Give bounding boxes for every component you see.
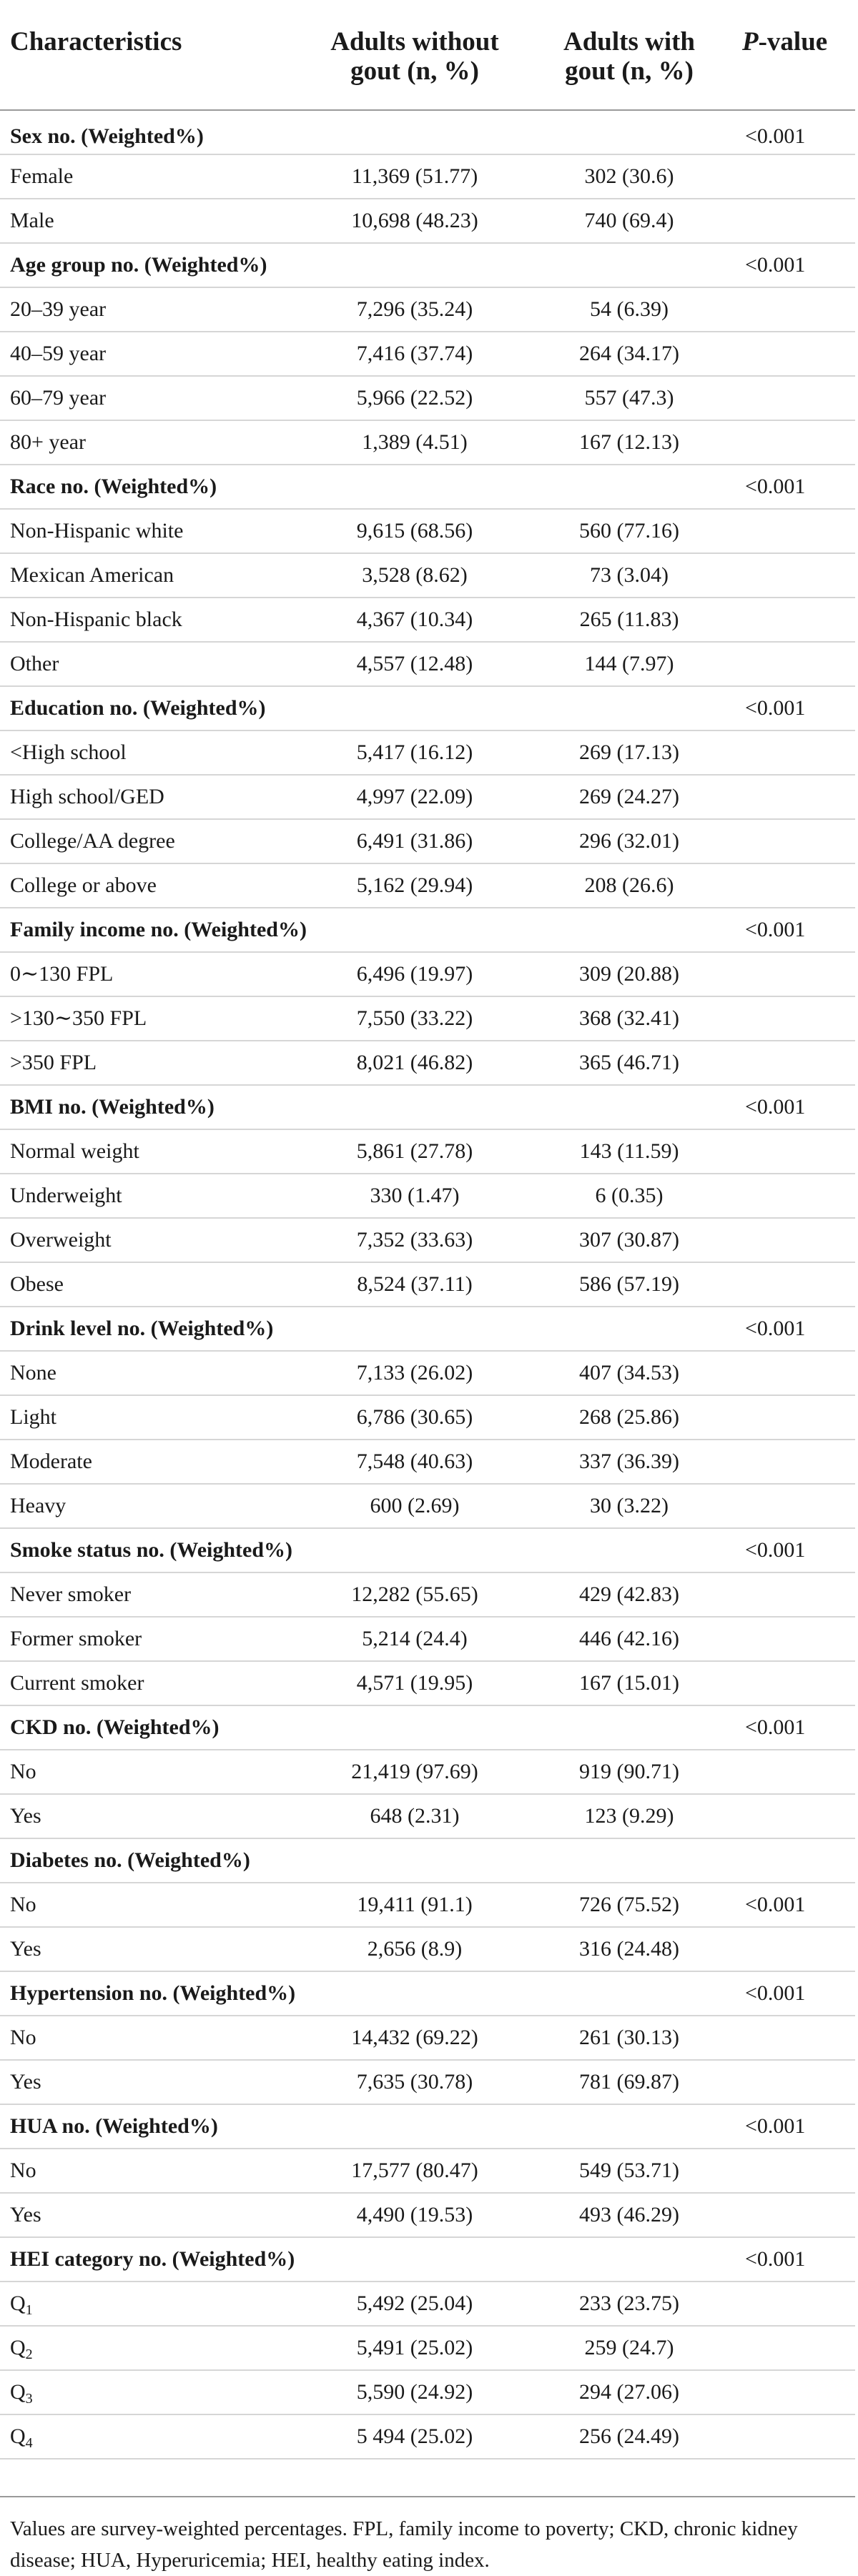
group-empty-cell [307, 686, 522, 730]
p-value: <0.001 [736, 686, 855, 730]
row-label: Male [0, 199, 307, 243]
row-label: No [0, 1750, 307, 1794]
row-label: Moderate [0, 1440, 307, 1484]
value-with-gout: 307 (30.87) [522, 1218, 736, 1262]
p-value: <0.001 [736, 1307, 855, 1351]
value-without-gout: 5,590 (24.92) [307, 2370, 522, 2414]
p-value [736, 1794, 855, 1838]
p-value [736, 2060, 855, 2104]
value-with-gout: 365 (46.71) [522, 1041, 736, 1085]
value-without-gout: 5,491 (25.02) [307, 2326, 522, 2370]
table-row [0, 2016, 855, 2060]
value-without-gout: 7,548 (40.63) [307, 1440, 522, 1484]
value-without-gout: 17,577 (80.47) [307, 2149, 522, 2193]
p-value [736, 199, 855, 243]
value-with-gout: 549 (53.71) [522, 2149, 736, 2193]
header-characteristics: Characteristics [0, 0, 307, 110]
group-empty-cell [307, 1838, 522, 1883]
subscript: 4 [25, 2435, 33, 2451]
group-empty-cell [522, 1528, 736, 1572]
group-empty-cell [307, 908, 522, 952]
value-with-gout: 740 (69.4) [522, 199, 736, 243]
p-value [736, 642, 855, 686]
group-label: Family income no. (Weighted%) [0, 908, 307, 952]
table-row [0, 154, 855, 199]
header-row [0, 0, 855, 110]
table-row [0, 1617, 855, 1661]
table-row [0, 553, 855, 598]
group-label: Drink level no. (Weighted%) [0, 1307, 307, 1351]
p-value: <0.001 [736, 1528, 855, 1572]
p-value: <0.001 [736, 908, 855, 952]
value-without-gout: 4,997 (22.09) [307, 775, 522, 819]
value-with-gout: 123 (9.29) [522, 1794, 736, 1838]
row-label: Obese [0, 1262, 307, 1307]
value-without-gout: 6,491 (31.86) [307, 819, 522, 863]
value-without-gout: 5,966 (22.52) [307, 376, 522, 420]
value-with-gout: 309 (20.88) [522, 952, 736, 996]
value-without-gout: 5,417 (16.12) [307, 730, 522, 775]
value-without-gout: 19,411 (91.1) [307, 1883, 522, 1927]
value-with-gout: 919 (90.71) [522, 1750, 736, 1794]
group-empty-cell [522, 2104, 736, 2149]
p-value [736, 2149, 855, 2193]
group-header-row [0, 243, 855, 287]
value-without-gout: 4,367 (10.34) [307, 598, 522, 642]
group-empty-cell [307, 1971, 522, 2016]
value-without-gout: 10,698 (48.23) [307, 199, 522, 243]
p-value [736, 2326, 855, 2370]
row-label: 60–79 year [0, 376, 307, 420]
p-value: <0.001 [736, 1883, 855, 1927]
p-value [736, 287, 855, 332]
p-value [736, 154, 855, 199]
value-with-gout: 268 (25.86) [522, 1395, 736, 1440]
p-value [736, 952, 855, 996]
row-label: Current smoker [0, 1661, 307, 1705]
value-with-gout: 30 (3.22) [522, 1484, 736, 1528]
table-row [0, 1174, 855, 1218]
table-row [0, 1129, 855, 1174]
row-label: Female [0, 154, 307, 199]
row-label: Non-Hispanic black [0, 598, 307, 642]
group-header-row [0, 1528, 855, 1572]
p-value [736, 332, 855, 376]
group-empty-cell [307, 1705, 522, 1750]
table-row [0, 1661, 855, 1705]
row-label: No [0, 2149, 307, 2193]
value-with-gout: 167 (15.01) [522, 1661, 736, 1705]
row-label: >130∼350 FPL [0, 996, 307, 1041]
p-value [736, 1484, 855, 1528]
table-footnote: Values are survey-weighted percentages. FPL, family income to poverty; CKD, chronic kidney disease; HUA, Hyperuricemia; HEI, healthy eating index. [0, 2496, 855, 2576]
value-with-gout: 54 (6.39) [522, 287, 736, 332]
value-without-gout: 8,524 (37.11) [307, 1262, 522, 1307]
p-value [736, 598, 855, 642]
subscript: 3 [25, 2391, 33, 2407]
value-without-gout: 7,416 (37.74) [307, 332, 522, 376]
row-label: Never smoker [0, 1572, 307, 1617]
p-value [736, 553, 855, 598]
value-without-gout: 5 494 (25.02) [307, 2414, 522, 2459]
value-without-gout: 7,352 (33.63) [307, 1218, 522, 1262]
group-empty-cell [522, 243, 736, 287]
value-with-gout: 493 (46.29) [522, 2193, 736, 2237]
p-value [736, 1750, 855, 1794]
p-value [736, 1174, 855, 1218]
row-label: Underweight [0, 1174, 307, 1218]
group-empty-cell [307, 1085, 522, 1129]
group-label: Age group no. (Weighted%) [0, 243, 307, 287]
table-row [0, 1351, 855, 1395]
row-label: 20–39 year [0, 287, 307, 332]
row-label: Yes [0, 1794, 307, 1838]
row-label: Former smoker [0, 1617, 307, 1661]
value-with-gout: 368 (32.41) [522, 996, 736, 1041]
table-row [0, 2060, 855, 2104]
p-value [736, 730, 855, 775]
row-label: 80+ year [0, 420, 307, 465]
value-with-gout: 143 (11.59) [522, 1129, 736, 1174]
value-with-gout: 726 (75.52) [522, 1883, 736, 1927]
table-row [0, 1750, 855, 1794]
value-with-gout: 73 (3.04) [522, 553, 736, 598]
row-label: Other [0, 642, 307, 686]
p-value [736, 1041, 855, 1085]
value-without-gout: 6,786 (30.65) [307, 1395, 522, 1440]
table-row [0, 2370, 855, 2414]
value-without-gout: 3,528 (8.62) [307, 553, 522, 598]
value-without-gout: 6,496 (19.97) [307, 952, 522, 996]
group-empty-cell [307, 243, 522, 287]
value-with-gout: 144 (7.97) [522, 642, 736, 686]
p-value: <0.001 [736, 1971, 855, 2016]
row-label: Yes [0, 1927, 307, 1971]
p-value [736, 2414, 855, 2459]
p-value [736, 1262, 855, 1307]
p-value: <0.001 [736, 1705, 855, 1750]
group-label: Diabetes no. (Weighted%) [0, 1838, 307, 1883]
p-value [736, 1838, 855, 1883]
value-without-gout: 330 (1.47) [307, 1174, 522, 1218]
value-without-gout: 7,550 (33.22) [307, 996, 522, 1041]
group-empty-cell [307, 2237, 522, 2282]
value-with-gout: 294 (27.06) [522, 2370, 736, 2414]
value-without-gout: 21,419 (97.69) [307, 1750, 522, 1794]
subscript: 2 [25, 2347, 33, 2362]
table-row [0, 376, 855, 420]
value-without-gout: 11,369 (51.77) [307, 154, 522, 199]
value-with-gout: 586 (57.19) [522, 1262, 736, 1307]
group-header-row [0, 908, 855, 952]
group-label: Smoke status no. (Weighted%) [0, 1528, 307, 1572]
row-label: College/AA degree [0, 819, 307, 863]
value-with-gout: 337 (36.39) [522, 1440, 736, 1484]
group-header-row [0, 1307, 855, 1351]
value-without-gout: 4,571 (19.95) [307, 1661, 522, 1705]
group-header-row [0, 2237, 855, 2282]
group-empty-cell [522, 1838, 736, 1883]
value-without-gout: 8,021 (46.82) [307, 1041, 522, 1085]
p-value [736, 1572, 855, 1617]
value-with-gout: 446 (42.16) [522, 1617, 736, 1661]
p-value [736, 1440, 855, 1484]
group-header-row [0, 1838, 855, 1883]
table-row [0, 332, 855, 376]
table-row [0, 1572, 855, 1617]
p-value [736, 863, 855, 908]
value-with-gout: 302 (30.6) [522, 154, 736, 199]
group-label: Sex no. (Weighted%) [0, 110, 307, 154]
table-row [0, 819, 855, 863]
value-with-gout: 167 (12.13) [522, 420, 736, 465]
table-row [0, 1440, 855, 1484]
table-row [0, 996, 855, 1041]
value-without-gout: 2,656 (8.9) [307, 1927, 522, 1971]
p-value [736, 1927, 855, 1971]
group-header-row [0, 1085, 855, 1129]
value-without-gout: 5,861 (27.78) [307, 1129, 522, 1174]
row-label: 40–59 year [0, 332, 307, 376]
group-empty-cell [307, 1528, 522, 1572]
p-value [736, 376, 855, 420]
group-empty-cell [307, 110, 522, 154]
group-empty-cell [307, 465, 522, 509]
value-without-gout: 4,490 (19.53) [307, 2193, 522, 2237]
p-value [736, 1218, 855, 1262]
group-header-row [0, 2104, 855, 2149]
value-without-gout: 5,492 (25.04) [307, 2282, 522, 2326]
value-with-gout: 6 (0.35) [522, 1174, 736, 1218]
value-without-gout: 4,557 (12.48) [307, 642, 522, 686]
value-with-gout: 265 (11.83) [522, 598, 736, 642]
row-label: Normal weight [0, 1129, 307, 1174]
value-with-gout: 560 (77.16) [522, 509, 736, 553]
group-header-row [0, 465, 855, 509]
row-label: No [0, 1883, 307, 1927]
value-without-gout: 14,432 (69.22) [307, 2016, 522, 2060]
group-header-row [0, 686, 855, 730]
p-value [736, 996, 855, 1041]
group-empty-cell [522, 1085, 736, 1129]
header-p-value: P-value [736, 0, 855, 110]
value-with-gout: 407 (34.53) [522, 1351, 736, 1395]
table-row [0, 598, 855, 642]
value-with-gout: 269 (17.13) [522, 730, 736, 775]
row-label: Mexican American [0, 553, 307, 598]
value-without-gout: 648 (2.31) [307, 1794, 522, 1838]
row-label: Yes [0, 2193, 307, 2237]
table-row [0, 775, 855, 819]
group-header-row [0, 1971, 855, 2016]
value-without-gout: 1,389 (4.51) [307, 420, 522, 465]
row-label: <High school [0, 730, 307, 775]
row-label: >350 FPL [0, 1041, 307, 1085]
table-row [0, 642, 855, 686]
group-empty-cell [522, 686, 736, 730]
header-with-gout: Adults with gout (n, %) [522, 0, 736, 110]
value-without-gout: 5,214 (24.4) [307, 1617, 522, 1661]
group-label: HEI category no. (Weighted%) [0, 2237, 307, 2282]
table-row [0, 2326, 855, 2370]
row-label: $Q_4$ [0, 2414, 307, 2459]
value-with-gout: 429 (42.83) [522, 1572, 736, 1617]
group-label: Education no. (Weighted%) [0, 686, 307, 730]
p-value [736, 819, 855, 863]
p-value: <0.001 [736, 243, 855, 287]
value-without-gout: 12,282 (55.65) [307, 1572, 522, 1617]
table-row [0, 1395, 855, 1440]
group-label: HUA no. (Weighted%) [0, 2104, 307, 2149]
header-without-gout: Adults without gout (n, %) [307, 0, 522, 110]
table-row [0, 863, 855, 908]
group-label: Hypertension no. (Weighted%) [0, 1971, 307, 2016]
row-label: College or above [0, 863, 307, 908]
value-with-gout: 208 (26.6) [522, 863, 736, 908]
table-row [0, 1262, 855, 1307]
group-label: Race no. (Weighted%) [0, 465, 307, 509]
table-row [0, 1927, 855, 1971]
p-value: <0.001 [736, 1085, 855, 1129]
p-value [736, 775, 855, 819]
table-row [0, 509, 855, 553]
value-without-gout: 7,635 (30.78) [307, 2060, 522, 2104]
value-with-gout: 256 (24.49) [522, 2414, 736, 2459]
table-row [0, 730, 855, 775]
group-label: BMI no. (Weighted%) [0, 1085, 307, 1129]
p-value [736, 1395, 855, 1440]
row-label: No [0, 2016, 307, 2060]
group-empty-cell [522, 1971, 736, 2016]
row-label: Light [0, 1395, 307, 1440]
value-with-gout: 316 (24.48) [522, 1927, 736, 1971]
group-header-row [0, 110, 855, 154]
table-row [0, 2414, 855, 2459]
row-label: Non-Hispanic white [0, 509, 307, 553]
group-empty-cell [522, 1705, 736, 1750]
value-without-gout: 9,615 (68.56) [307, 509, 522, 553]
group-empty-cell [307, 2104, 522, 2149]
p-value [736, 1617, 855, 1661]
table-row [0, 2193, 855, 2237]
table-row [0, 420, 855, 465]
value-with-gout: 296 (32.01) [522, 819, 736, 863]
table-body [0, 110, 855, 2459]
p-value [736, 2193, 855, 2237]
table-row [0, 1794, 855, 1838]
value-with-gout: 269 (24.27) [522, 775, 736, 819]
table-row [0, 287, 855, 332]
table-row [0, 1484, 855, 1528]
row-label: None [0, 1351, 307, 1395]
group-empty-cell [522, 1307, 736, 1351]
value-without-gout: 5,162 (29.94) [307, 863, 522, 908]
value-with-gout: 259 (24.7) [522, 2326, 736, 2370]
p-value [736, 1661, 855, 1705]
table-row [0, 2282, 855, 2326]
row-label: Heavy [0, 1484, 307, 1528]
table-row [0, 1218, 855, 1262]
group-empty-cell [307, 1307, 522, 1351]
row-label: Overweight [0, 1218, 307, 1262]
value-without-gout: 7,296 (35.24) [307, 287, 522, 332]
row-label: $Q_3$ [0, 2370, 307, 2414]
value-with-gout: 261 (30.13) [522, 2016, 736, 2060]
p-value [736, 420, 855, 465]
p-value: <0.001 [736, 2104, 855, 2149]
value-with-gout: 557 (47.3) [522, 376, 736, 420]
p-value [736, 1351, 855, 1395]
row-label: 0∼130 FPL [0, 952, 307, 996]
group-empty-cell [522, 908, 736, 952]
table-row [0, 1883, 855, 1927]
value-with-gout: 233 (23.75) [522, 2282, 736, 2326]
group-empty-cell [522, 110, 736, 154]
p-value [736, 2282, 855, 2326]
p-value: <0.001 [736, 110, 855, 154]
p-value [736, 2370, 855, 2414]
row-label: High school/GED [0, 775, 307, 819]
table-row [0, 199, 855, 243]
p-value [736, 2016, 855, 2060]
row-label: $Q_1$ [0, 2282, 307, 2326]
group-header-row [0, 1705, 855, 1750]
p-value: <0.001 [736, 465, 855, 509]
table-row [0, 1041, 855, 1085]
value-without-gout: 600 (2.69) [307, 1484, 522, 1528]
row-label: Yes [0, 2060, 307, 2104]
value-without-gout: 7,133 (26.02) [307, 1351, 522, 1395]
value-with-gout: 264 (34.17) [522, 332, 736, 376]
value-with-gout: 781 (69.87) [522, 2060, 736, 2104]
table-row [0, 2149, 855, 2193]
group-empty-cell [522, 2237, 736, 2282]
p-value: <0.001 [736, 2237, 855, 2282]
p-value [736, 509, 855, 553]
group-label: CKD no. (Weighted%) [0, 1705, 307, 1750]
table-row [0, 952, 855, 996]
group-empty-cell [522, 465, 736, 509]
row-label: $Q_2$ [0, 2326, 307, 2370]
p-value [736, 1129, 855, 1174]
subscript: 1 [25, 2302, 33, 2318]
